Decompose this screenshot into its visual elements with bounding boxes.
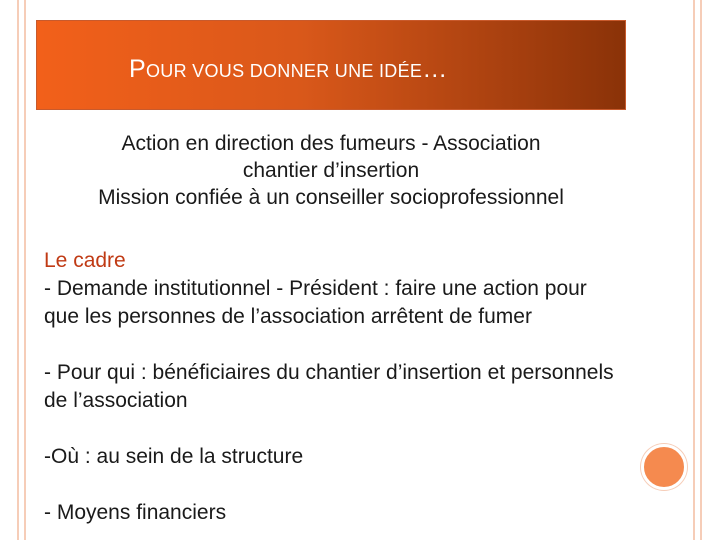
paragraph-demande: - Demande institutionnel - Président : faire une action pour que les personnes de l’association arrêtent de fumer <box>44 277 587 328</box>
right-border-line-inner <box>693 0 695 540</box>
intro-line-2: chantier d’insertion <box>242 159 420 182</box>
intro-line-3: Mission confiée à un conseiller socioprofessionnel <box>98 186 564 209</box>
paragraph-moyens: - Moyens financiers <box>44 501 227 524</box>
title-rest: OUR VOUS DONNER UNE IDÉE <box>145 61 423 81</box>
slide-title <box>129 55 448 84</box>
centered-intro <box>36 130 626 211</box>
title-first-letter: P <box>129 55 146 83</box>
decorative-circle <box>641 444 687 490</box>
left-border-line-outer <box>17 0 19 540</box>
title-ellipsis: … <box>422 55 448 83</box>
title-banner <box>36 20 626 110</box>
intro-line-1: Action en direction des fumeurs - Association <box>121 132 541 155</box>
body-content <box>44 247 624 527</box>
right-border-line-outer <box>700 0 702 540</box>
paragraph-pour-qui: - Pour qui : bénéficiaires du chantier d’insertion et personnels de l’association <box>44 361 614 412</box>
cadre-heading: Le cadre <box>44 249 126 272</box>
left-border-line-inner <box>24 0 26 540</box>
paragraph-ou: -Où : au sein de la structure <box>44 445 304 468</box>
